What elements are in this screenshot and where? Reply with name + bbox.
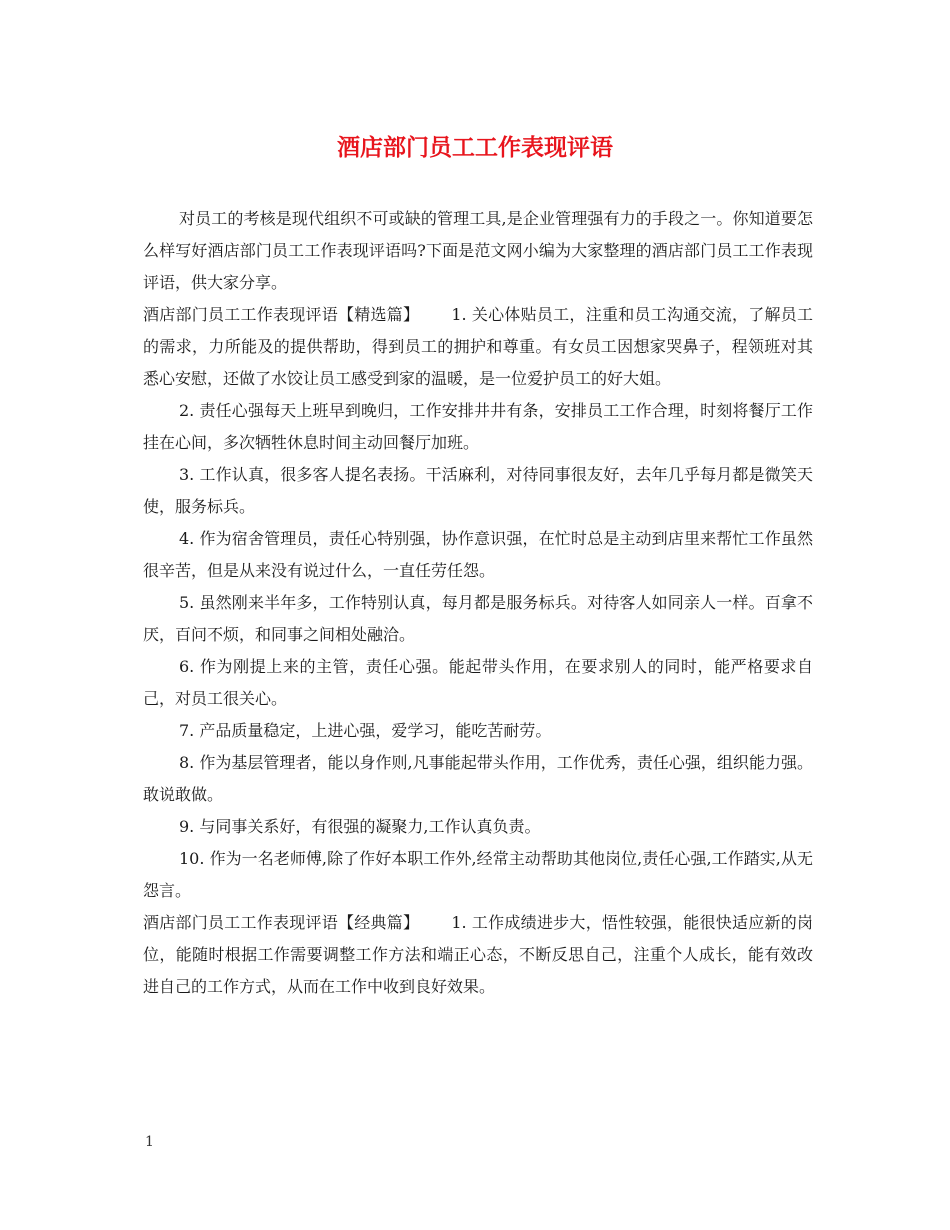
section-2-heading: 酒店部门员工工作表现评语【经典篇】	[143, 913, 420, 932]
section-1-item-10: 10. 作为一名老师傅,除了作好本职工作外,经常主动帮助其他岗位,责任心强,工作踏实,从无怨言。	[143, 849, 813, 900]
section-1-item-4: 4. 作为宿舍管理员，责任心特别强，协作意识强，在忙时总是主动到店里来帮忙工作虽然很辛苦，但是从来没有说过什么，一直任劳任怨。	[143, 529, 813, 580]
intro-paragraph: 对员工的考核是现代组织不可或缺的管理工具,是企业管理强有力的手段之一。你知道要怎么样写好酒店部门员工工作表现评语吗?下面是范文网小编为大家整理的酒店部门员工工作表现评语，供大家分享。	[143, 209, 813, 292]
section-1-heading: 酒店部门员工工作表现评语【精选篇】	[143, 305, 420, 324]
section-1-item-2: 2. 责任心强每天上班早到晚归，工作安排井井有条，安排员工工作合理，时刻将餐厅工作挂在心间，多次牺牲休息时间主动回餐厅加班。	[143, 401, 813, 452]
section-1-paragraph	[143, 299, 813, 395]
document-body	[143, 203, 813, 1003]
page-number: 1	[145, 1134, 154, 1150]
section-1-item-3: 3. 工作认真，很多客人提名表扬。干活麻利，对待同事很友好，去年几乎每月都是微笑天使，服务标兵。	[143, 465, 813, 516]
section-1-item-1: 1. 关心体贴员工，注重和员工沟通交流，了解员工的需求，力所能及的提供帮助，得到员工的拥护和尊重。有女员工因想家哭鼻子，程领班对其悉心安慰，还做了水饺让员工感受到家的温暖，是一位爱护员工的好大姐。	[143, 305, 813, 388]
section-1-item-8: 8. 作为基层管理者，能以身作则,凡事能起带头作用，工作优秀，责任心强，组织能力强。敢说敢做。	[143, 753, 813, 804]
section-1-item-7: 7. 产品质量稳定，上进心强，爱学习，能吃苦耐劳。	[179, 721, 552, 740]
section-2-paragraph	[143, 907, 813, 1003]
section-1-item-6: 6. 作为刚提上来的主管，责任心强。能起带头作用，在要求别人的同时，能严格要求自己，对员工很关心。	[143, 657, 813, 708]
section-1-item-5: 5. 虽然刚来半年多，工作特别认真，每月都是服务标兵。对待客人如同亲人一样。百拿不厌，百问不烦，和同事之间相处融洽。	[143, 593, 813, 644]
section-1-item-9: 9. 与同事关系好，有很强的凝聚力,工作认真负责。	[179, 817, 541, 836]
section-2-item-1: 1. 工作成绩进步大，悟性较强，能很快适应新的岗位，能随时根据工作需要调整工作方法和端正心态，不断反思自己，注重个人成长，能有效改进自己的工作方式，从而在工作中收到良好效果。	[143, 913, 813, 996]
document-title: 酒店部门员工工作表现评语	[337, 134, 613, 161]
